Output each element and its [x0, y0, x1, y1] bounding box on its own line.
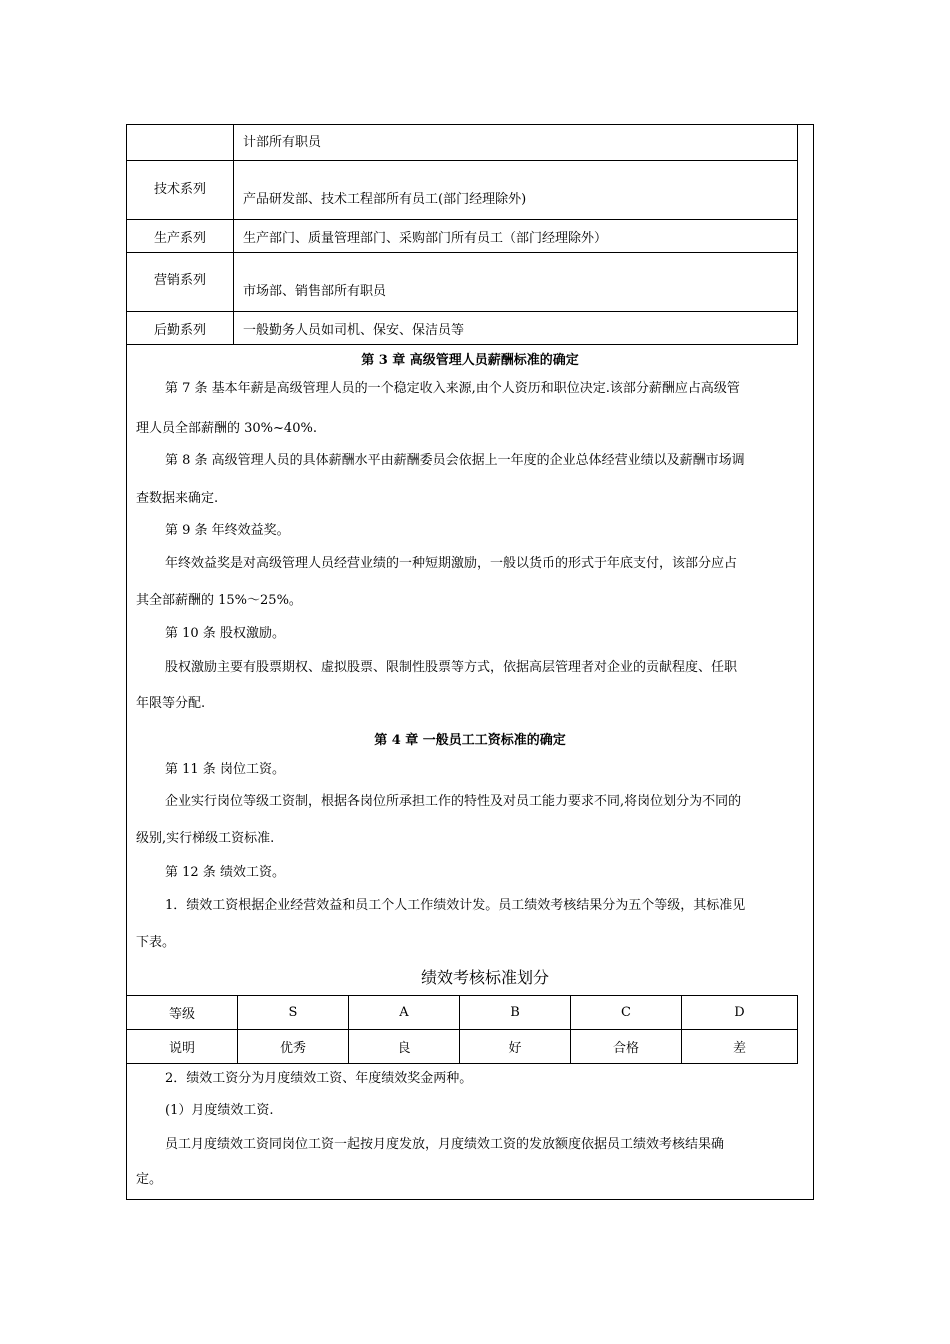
article-7-line1: 第 7 条 基本年薪是高级管理人员的一个稳定收入来源,由个人资历和职位决定.该部分薪酬应占高级管: [165, 381, 740, 396]
article-8-line1: 第 8 条 高级管理人员的具体薪酬水平由薪酬委员会依据上一年度的企业总体经营业绩以及薪酬市场调: [165, 453, 745, 468]
table-row: [127, 253, 798, 312]
members-cell: 一般勤务人员如司机、保安、保洁员等: [234, 312, 798, 345]
grade-cell: S: [238, 996, 349, 1030]
table-row: [127, 161, 798, 220]
table-row: [127, 125, 798, 161]
article-10-line2: 年限等分配.: [136, 696, 206, 711]
description-cell: 合格: [571, 1030, 682, 1064]
members-cell: 生产部门、质量管理部门、采购部门所有员工（部门经理除外）: [234, 220, 798, 253]
performance-grade-table: [126, 995, 798, 1064]
article-11-heading: 第 11 条 岗位工资。: [165, 762, 285, 777]
article-12-line1: 1．绩效工资根据企业经营效益和员工个人工作绩效计发。员工绩效考核结果分为五个等级，其标准见: [165, 898, 746, 913]
series-cell: 技术系列: [127, 161, 234, 220]
description-header-cell: 说明: [127, 1030, 238, 1064]
table-row: [127, 312, 798, 345]
grade-header-cell: 等级: [127, 996, 238, 1030]
chapter-3-title: 第 3 章 高级管理人员薪酬标准的确定: [361, 353, 579, 368]
table-row: [127, 220, 798, 253]
members-cell: 计部所有职员: [234, 125, 798, 161]
description-cell: 好: [460, 1030, 571, 1064]
table-row: [127, 1030, 798, 1064]
paragraph-monthly-heading: (1）月度绩效工资.: [165, 1103, 274, 1118]
description-cell: 优秀: [238, 1030, 349, 1064]
article-9-line1: 年终效益奖是对高级管理人员经营业绩的一种短期激励，一般以货币的形式于年底支付，该部分应占: [165, 556, 738, 571]
series-cell: 后勤系列: [127, 312, 234, 345]
paragraph-monthly-line2: 定。: [136, 1172, 163, 1187]
article-10-line1: 股权激励主要有股票期权、虚拟股票、限制性股票等方式，依据高层管理者对企业的贡献程度、任职: [165, 660, 738, 675]
description-cell: 差: [682, 1030, 798, 1064]
article-12-line2: 下表。: [136, 935, 176, 950]
performance-table-caption: 绩效考核标准划分: [420, 968, 549, 987]
grade-cell: C: [571, 996, 682, 1030]
table-row: [127, 996, 798, 1030]
paragraph-monthly-line1: 员工月度绩效工资同岗位工资一起按月度发放，月度绩效工资的发放额度依据员工绩效考核结果确: [165, 1137, 725, 1152]
paragraph-performance-types: 2．绩效工资分为月度绩效工资、年度绩效奖金两种。: [165, 1071, 473, 1086]
article-11-line2: 级别,实行梯级工资标准.: [136, 831, 275, 846]
description-cell: 良: [349, 1030, 460, 1064]
chapter-4-title: 第 4 章 一般员工工资标准的确定: [374, 733, 566, 748]
article-8-line2: 查数据来确定.: [136, 491, 219, 506]
grade-cell: D: [682, 996, 798, 1030]
grade-cell: A: [349, 996, 460, 1030]
series-cell: [127, 125, 234, 161]
members-cell: 产品研发部、技术工程部所有员工(部门经理除外): [234, 161, 798, 220]
grade-cell: B: [460, 996, 571, 1030]
article-9-heading: 第 9 条 年终效益奖。: [165, 523, 290, 538]
members-cell: 市场部、销售部所有职员: [234, 253, 798, 312]
article-12-heading: 第 12 条 绩效工资。: [165, 865, 285, 880]
article-7-line2: 理人员全部薪酬的 30%~40%.: [136, 421, 317, 436]
series-cell: 生产系列: [127, 220, 234, 253]
article-11-line1: 企业实行岗位等级工资制，根据各岗位所承担工作的特性及对员工能力要求不同,将岗位划分为不同的: [165, 794, 742, 809]
article-9-line2: 其全部薪酬的 15%～25%。: [136, 593, 302, 608]
series-cell: 营销系列: [127, 253, 234, 312]
article-10-heading: 第 10 条 股权激励。: [165, 626, 285, 641]
department-series-table: [126, 124, 798, 345]
